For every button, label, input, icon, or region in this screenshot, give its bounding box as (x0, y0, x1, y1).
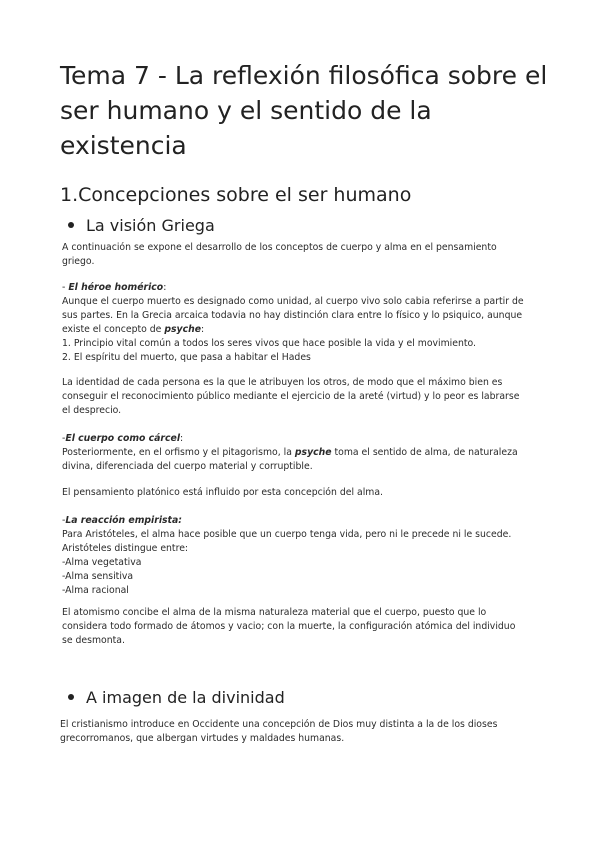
bullet-vision-griega (68, 216, 215, 235)
page-title: Tema 7 - La reflexión filosófica sobre el ser humano y el sentido de la existencia (60, 61, 548, 160)
carcel-paragraph: Posteriormente, en el orfismo y el pitagorismo, la psyche toma el sentido de alma, de naturaleza divina, diferenciada del cuerpo material y corruptible. (62, 447, 518, 472)
list-item: 1. Principio vital común a todos los seres vivos que hace posible la vida y el movimiento. (62, 338, 476, 349)
bullet-dot-icon (68, 694, 74, 700)
psyche-term: psyche (294, 447, 332, 458)
platonico-text: El pensamiento platónico está influido por esta concepción del alma. (62, 487, 383, 498)
psyche-term: psyche (164, 324, 202, 335)
carcel-label: El cuerpo como cárcel (65, 433, 181, 444)
identidad-text: La identidad de cada persona es la que le atribuyen los otros, de modo que el máximo bien es conseguir el reconocimiento público mediante el ejercicio de la areté (virtud) y lo peor es labrarse el desprecio. (62, 377, 520, 416)
identidad-paragraph (62, 376, 524, 418)
list-item: 2. El espíritu del muerto, que pasa a habitar el Hades (62, 352, 311, 363)
heroe-paragraph: Aunque el cuerpo muerto es designado como unidad, al cuerpo vivo solo cabia referirse a partir de sus partes. En la Grecia arcaica todavia no hay distinción clara entre lo físico y lo psiquico, aunque existe el concepto de psyche: (62, 296, 524, 335)
list-item: -Alma sensitiva (62, 571, 134, 582)
list-item: -Alma vegetativa (62, 557, 142, 568)
bullet-dot-icon (68, 222, 74, 228)
bullet-divinidad (68, 688, 285, 707)
atomismo-paragraph (62, 606, 524, 648)
bullet-label: La visión Griega (86, 216, 215, 235)
empirista-label: La reacción empirista: (65, 515, 182, 526)
list-item: -Alma racional (62, 585, 129, 596)
heroe-label: El héroe homérico (68, 282, 164, 293)
bullet-label: A imagen de la divinidad (86, 688, 285, 707)
divinidad-text: El cristianismo introduce en Occidente una concepción de Dios muy distinta a la de los dioses grecorromanos, que albergan virtudes y maldades humanas. (60, 719, 498, 744)
atomismo-text: El atomismo concibe el alma de la misma naturaleza material que el cuerpo, puesto que lo considera todo formado de átomos y vacio; con la muerte, la configuración atómica del individuo se desmonta. (62, 607, 516, 646)
section-heading: 1.Concepciones sobre el ser humano (60, 184, 412, 206)
divinidad-paragraph (60, 718, 540, 746)
platonico-paragraph (62, 486, 524, 500)
empirista-paragraph: Para Aristóteles, el alma hace posible que un cuerpo tenga vida, pero ni le precede ni le sucede. Aristóteles distingue entre: (62, 529, 512, 554)
heroe-heading: - El héroe homérico: (62, 282, 167, 293)
carcel-heading: -El cuerpo como cárcel: (62, 433, 184, 444)
empirista-section (62, 514, 524, 598)
heroe-section (62, 281, 524, 365)
intro-text: A continuación se expone el desarrollo de los conceptos de cuerpo y alma en el pensamiento griego. (62, 242, 497, 267)
empirista-heading: -La reacción empirista: (62, 515, 182, 526)
intro-paragraph (62, 241, 524, 269)
carcel-section (62, 432, 524, 474)
